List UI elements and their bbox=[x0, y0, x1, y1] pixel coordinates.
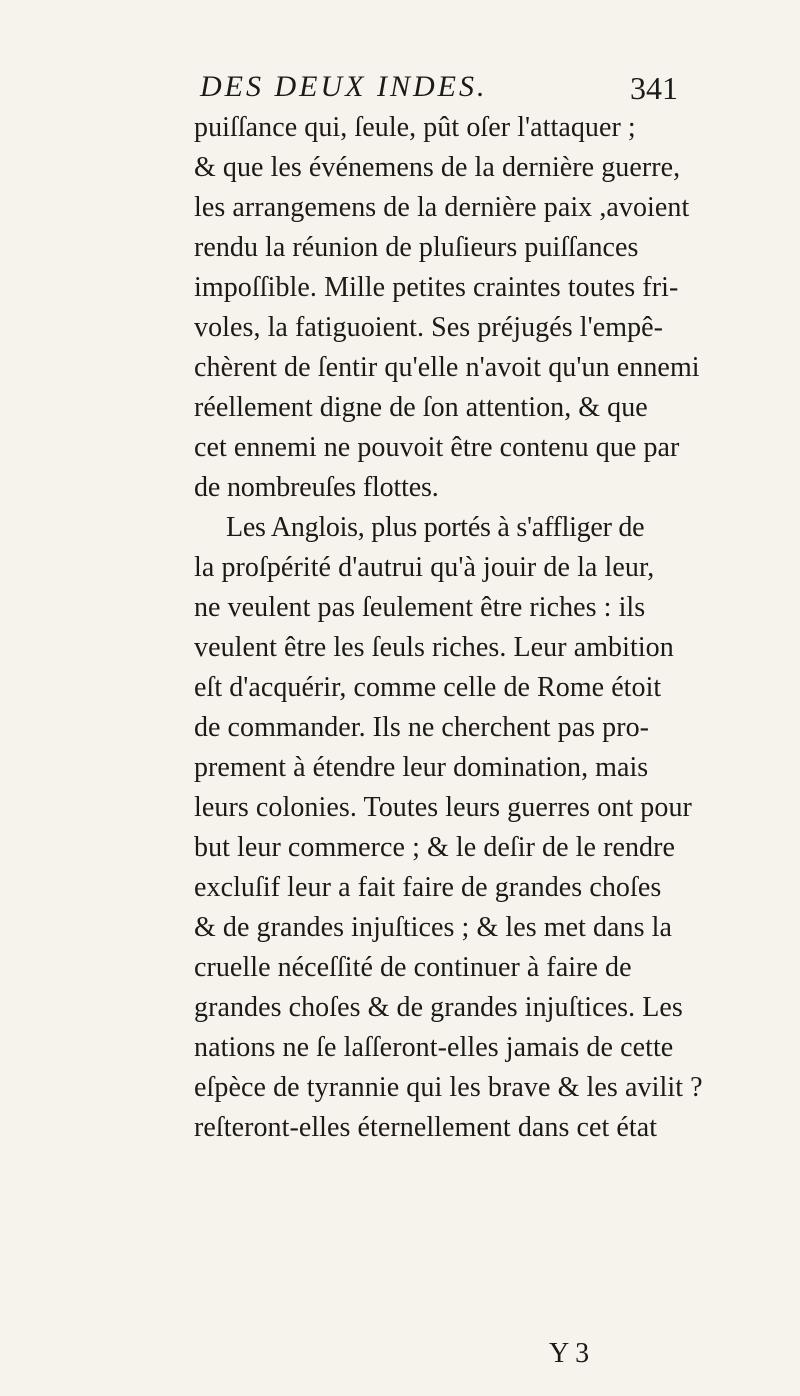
page-number: 341 bbox=[630, 70, 678, 106]
text-line: voles, la fatiguoient. Ses préjugés l'empê- bbox=[194, 312, 664, 343]
text-line: nations ne ſe laſſeront-elles jamais de cette bbox=[194, 1032, 674, 1063]
text-line: eſt d'acquérir, comme celle de Rome étoit bbox=[194, 672, 662, 703]
text-line: les arrangemens de la dernière paix ,avoient bbox=[194, 192, 690, 223]
text-line: veulent être les ſeuls riches. Leur ambition bbox=[194, 632, 674, 663]
body-text bbox=[194, 108, 726, 1148]
text-line: eſpèce de tyrannie qui les brave & les avilit ? bbox=[194, 1072, 703, 1103]
text-line: puiſſance qui, ſeule, pût oſer l'attaquer ; bbox=[194, 112, 636, 143]
text-line: cruelle néceſſité de continuer à faire de bbox=[194, 952, 632, 983]
text-line: prement à étendre leur domination, mais bbox=[194, 752, 649, 783]
text-line: & que les événemens de la dernière guerre, bbox=[194, 152, 681, 183]
running-head bbox=[200, 70, 720, 110]
text-line: & de grandes injuſtices ; & les met dans la bbox=[194, 912, 672, 943]
text-line: chèrent de ſentir qu'elle n'avoit qu'un ennemi bbox=[194, 352, 700, 383]
text-line: ne veulent pas ſeulement être riches : ils bbox=[194, 592, 646, 623]
text-line: grandes choſes & de grandes injuſtices. Les bbox=[194, 992, 683, 1023]
text-line: impoſſible. Mille petites craintes toutes fri- bbox=[194, 272, 679, 303]
text-line: de nombreuſes flottes. bbox=[194, 472, 439, 503]
text-line: de commander. Ils ne cherchent pas pro- bbox=[194, 712, 649, 743]
signature-mark: Y 3 bbox=[549, 1338, 590, 1369]
text-line: rendu la réunion de pluſieurs puiſſances bbox=[194, 232, 639, 263]
text-line: excluſif leur a fait faire de grandes choſes bbox=[194, 872, 662, 903]
text-line: réellement digne de ſon attention, & que bbox=[194, 392, 648, 423]
paragraph-start-line: Les Anglois, plus portés à s'affliger de bbox=[226, 512, 645, 543]
text-line: leurs colonies. Toutes leurs guerres ont pour bbox=[194, 792, 692, 823]
running-title: DES DEUX INDES. bbox=[200, 70, 488, 103]
text-line: but leur commerce ; & le deſir de le rendre bbox=[194, 832, 675, 863]
text-line: la proſpérité d'autrui qu'à jouir de la leur, bbox=[194, 552, 655, 583]
text-line: reſteront-elles éternellement dans cet état bbox=[194, 1112, 658, 1143]
text-line: cet ennemi ne pouvoit être contenu que par bbox=[194, 432, 680, 463]
